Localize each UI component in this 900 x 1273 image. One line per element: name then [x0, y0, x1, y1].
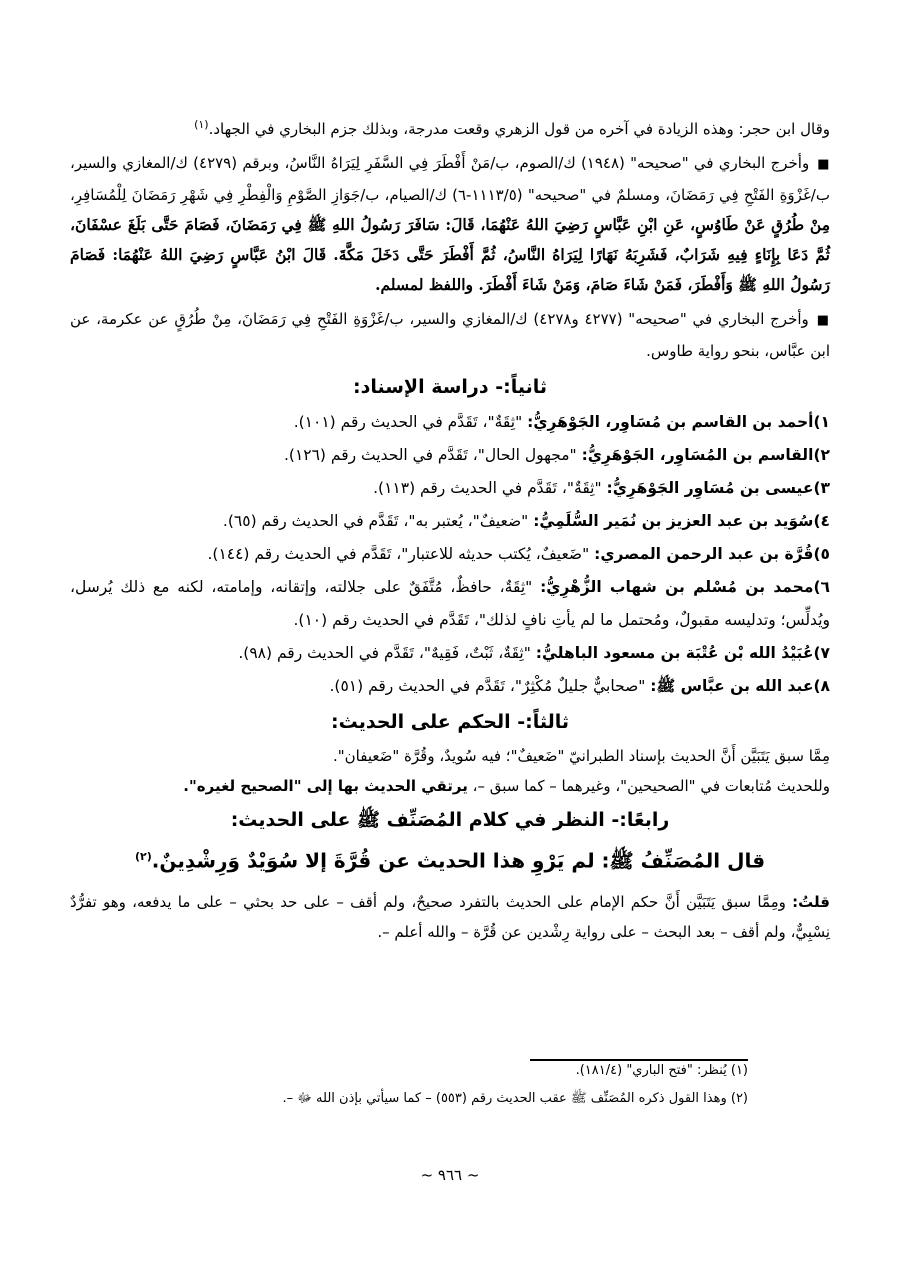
narrator-item: ٢)القاسم بن المُسَاوِر، الجَوْهَرِيُّ: "مجهول الحال"، تَقَدَّم في الحديث رقم (١٢٦). — [283, 446, 830, 464]
narrator-item: ١)أحمد بن القاسم بن مُسَاوِر، الجَوْهَرِيُّ: "ثِقَةٌ"، تَقَدَّم في الحديث رقم (١٠١). — [293, 413, 830, 431]
paragraph-ruling-weak: مِمَّا سبق يَتَبَيَّن أَنَّ الحديث بإسناد الطبرانيّ "ضَعيفٌ"؛ فيه سُويدٌ، وقُرَّة "ضَعيفان". — [333, 747, 830, 765]
heading-isnad-study: ثانياً:- دراسة الإسناد: — [353, 376, 547, 398]
hadith-text: مِنْ طُرُقٍ عَنْ طَاوُسٍ، عَنِ ابْنِ عَبَّاسٍ رَضِيَ اللهُ عَنْهُمَا، قَالَ: سَافَرَ رَسُولُ اللهِ ﷺ فِي رَمَضَانَ، فَصَامَ حَتَّى بَلَغَ عسْفَانَ، ثُمَّ دَعَا بِإِنَاءٍ فِيهِ شَرَابٌ، فَشَرِبَهُ نَهَارًا لِيَرَاهُ النَّاسُ، ثُمَّ أَفْطَرَ حَتَّى دَخَلَ مَكَّةَ. قَالَ ابْنُ عَبَّاسٍ رَضِيَ اللهُ عَنْهُمَا: فَصَامَ رَسُولُ اللهِ ﷺ وَأَفْطَرَ، فَمَنْ شَاءَ صَامَ، وَمَنْ شَاءَ أَفْطَرَ. واللفظ لمسلم. — [70, 215, 830, 294]
paragraph-ibn-hajar: وقال ابن حجر: وهذه الزيادة في آخره من قول الزهري وقعت مدرجة، وبذلك جزم البخاري في الجهاد.$^{(١)}$ — [194, 118, 830, 138]
ruling-conclusion: يرتقي الحديث بها إلى "الصحيح لغيره". — [183, 777, 468, 795]
author-quote: قال المُصَنِّفُ ﷺ: لم يَرْوِ هذا الحديث عن قُرَّةَ إلا سُوَيْدٌ وَرِشْدِينٌ.$^{(٢)}$ — [134, 848, 766, 873]
paragraph-ruling-support: وللحديث مُتابعات في "الصحيحين"، وغيرهما – كما سبق –، يرتقي الحديث بها إلى "الصحيح لغيره". — [183, 777, 830, 795]
footnote-ref-1[interactable]: (١) — [194, 118, 209, 131]
narrator-item: ٣)عيسى بن مُسَاوِر الجَوْهَرِيُّ: "ثِقَةٌ"، تَقَدَّم في الحديث رقم (١١٣). — [373, 479, 830, 497]
bullet-square-icon: ■ — [817, 157, 830, 172]
narrator-item: ٤)سُوَيد بن عبد العزيز بن نُمَير السُّلَمِيُّ: "ضعيفٌ"، يُعتبر به"، تَقَدَّم في الحديث رقم (٦٥). — [222, 512, 830, 530]
bullet-square-icon: ■ — [816, 313, 831, 328]
narrator-item: ٦)محمد بن مُسْلم بن شهاب الزُّهْرِيُّ: "ثِقَةٌ، حافظٌ، مُتَّفَقٌ على جلالته، وإتقانه، وإمامته، لكنه مع ذلك يُرسل، ويُدلِّس؛ وتدليسه مقبولٌ، ومُحتمل ما لم يأتِ نافٍ لذلك"، تَقَدَّم في الحديث رقم (١٠). — [70, 578, 830, 629]
footnote-ref-2[interactable]: (٢) — [134, 850, 152, 863]
narrator-item: ٨)عبد الله بن عبَّاس ﷺ: "صحابيٌّ جليلٌ مُكْثِرٌ"، تَقَدَّم في الحديث رقم (٥١). — [329, 677, 830, 695]
heading-author-remark: رابعًا:- النظر في كلام المُصَنِّف ﷺ على الحديث: — [230, 809, 670, 831]
narrator-list — [70, 406, 830, 703]
page-number: ~ ٩٦٦ ~ — [420, 1166, 480, 1184]
footnotes — [148, 1057, 748, 1113]
page-body — [70, 110, 830, 947]
paragraph-conclusion: قلتُ: ومِمَّا سبق يَتَبَيَّن أَنَّ حكم الإمام على الحديث بالتفرد صحيحٌ، ولم أقف – على حد بحثي – على ما يدفعه، وهو تفرُّدٌ نِسْبِيٌّ، ولم أقف – بعد البحث – على رواية رِشْدين عن قُرَّة – والله أعلم –. — [70, 892, 830, 941]
footnote-2: (٢) وهذا القول ذكره المُصَنِّف ﷺ عقب الحديث رقم (٥٥٣) – كما سيأتي بإذن الله ﷻ –. — [282, 1091, 748, 1106]
footnote-1: (١) يُنظر: "فتح الباري" (١٨١/٤). — [575, 1063, 748, 1078]
paragraph-bukhari-muslim: ■وأخرج البخاري في "صحيحه" (١٩٤٨) ك/الصوم، ب/مَنْ أَفْطَرَ فِي السَّفَرِ لِيَرَاهُ النَّاسُ، وبرقم (٤٢٧٩) ك/المغازي والسير، ب/غَزْوَةِ الفَتْحِ فِي رَمَضَانَ، ومسلمٌ في "صحيحه" (١١١٣/٥-٦) ك/الصيام، ب/جَوَازِ الصَّوْمِ وَالْفِطْرِ فِي شَهْرِ رَمَضَانَ لِلْمُسَافِرِ، مِنْ طُرُقٍ عَنْ طَاوُسٍ، عَنِ ابْنِ عَبَّاسٍ رَضِيَ اللهُ عَنْهُمَا، قَالَ: سَافَرَ رَسُولُ اللهِ ﷺ فِي رَمَضَانَ، فَصَامَ حَتَّى بَلَغَ عسْفَانَ، ثُمَّ دَعَا بِإِنَاءٍ فِيهِ شَرَابٌ، فَشَرِبَهُ نَهَارًا لِيَرَاهُ النَّاسُ، ثُمَّ أَفْطَرَ حَتَّى دَخَلَ مَكَّةَ. قَالَ ابْنُ عَبَّاسٍ رَضِيَ اللهُ عَنْهُمَا: فَصَامَ رَسُولُ اللهِ ﷺ وَأَفْطَرَ، فَمَنْ شَاءَ صَامَ، وَمَنْ شَاءَ أَفْطَرَ. واللفظ لمسلم. — [70, 154, 830, 294]
narrator-item: ٧)عُبَيْدُ الله بْن عُتْبَة بن مسعود الباهليُّ: "ثِقَةٌ، ثَبْتٌ، فَقِيهٌ"، تَقَدَّم في الحديث رقم (٩٨). — [238, 644, 830, 662]
narrator-item: ٥)قُرَّة بن عبد الرحمن المصري: "ضَعيفٌ، يُكتب حديثه للاعتبار"، تَقَدَّم في الحديث رقم (١٤٤). — [207, 545, 830, 563]
paragraph-ikrimah: ■وأخرج البخاري في "صحيحه" (٤٢٧٧ و٤٢٧٨) ك/المغازي والسير، ب/غَزْوَةِ الفَتْحِ فِي رَمَضَانَ، مِنْ طُرُقٍ عن عكرمة، عن ابن عبَّاس، بنحو رواية طاوس. — [70, 310, 831, 360]
heading-hadith-ruling: ثالثاً:- الحكم على الحديث: — [330, 711, 570, 733]
